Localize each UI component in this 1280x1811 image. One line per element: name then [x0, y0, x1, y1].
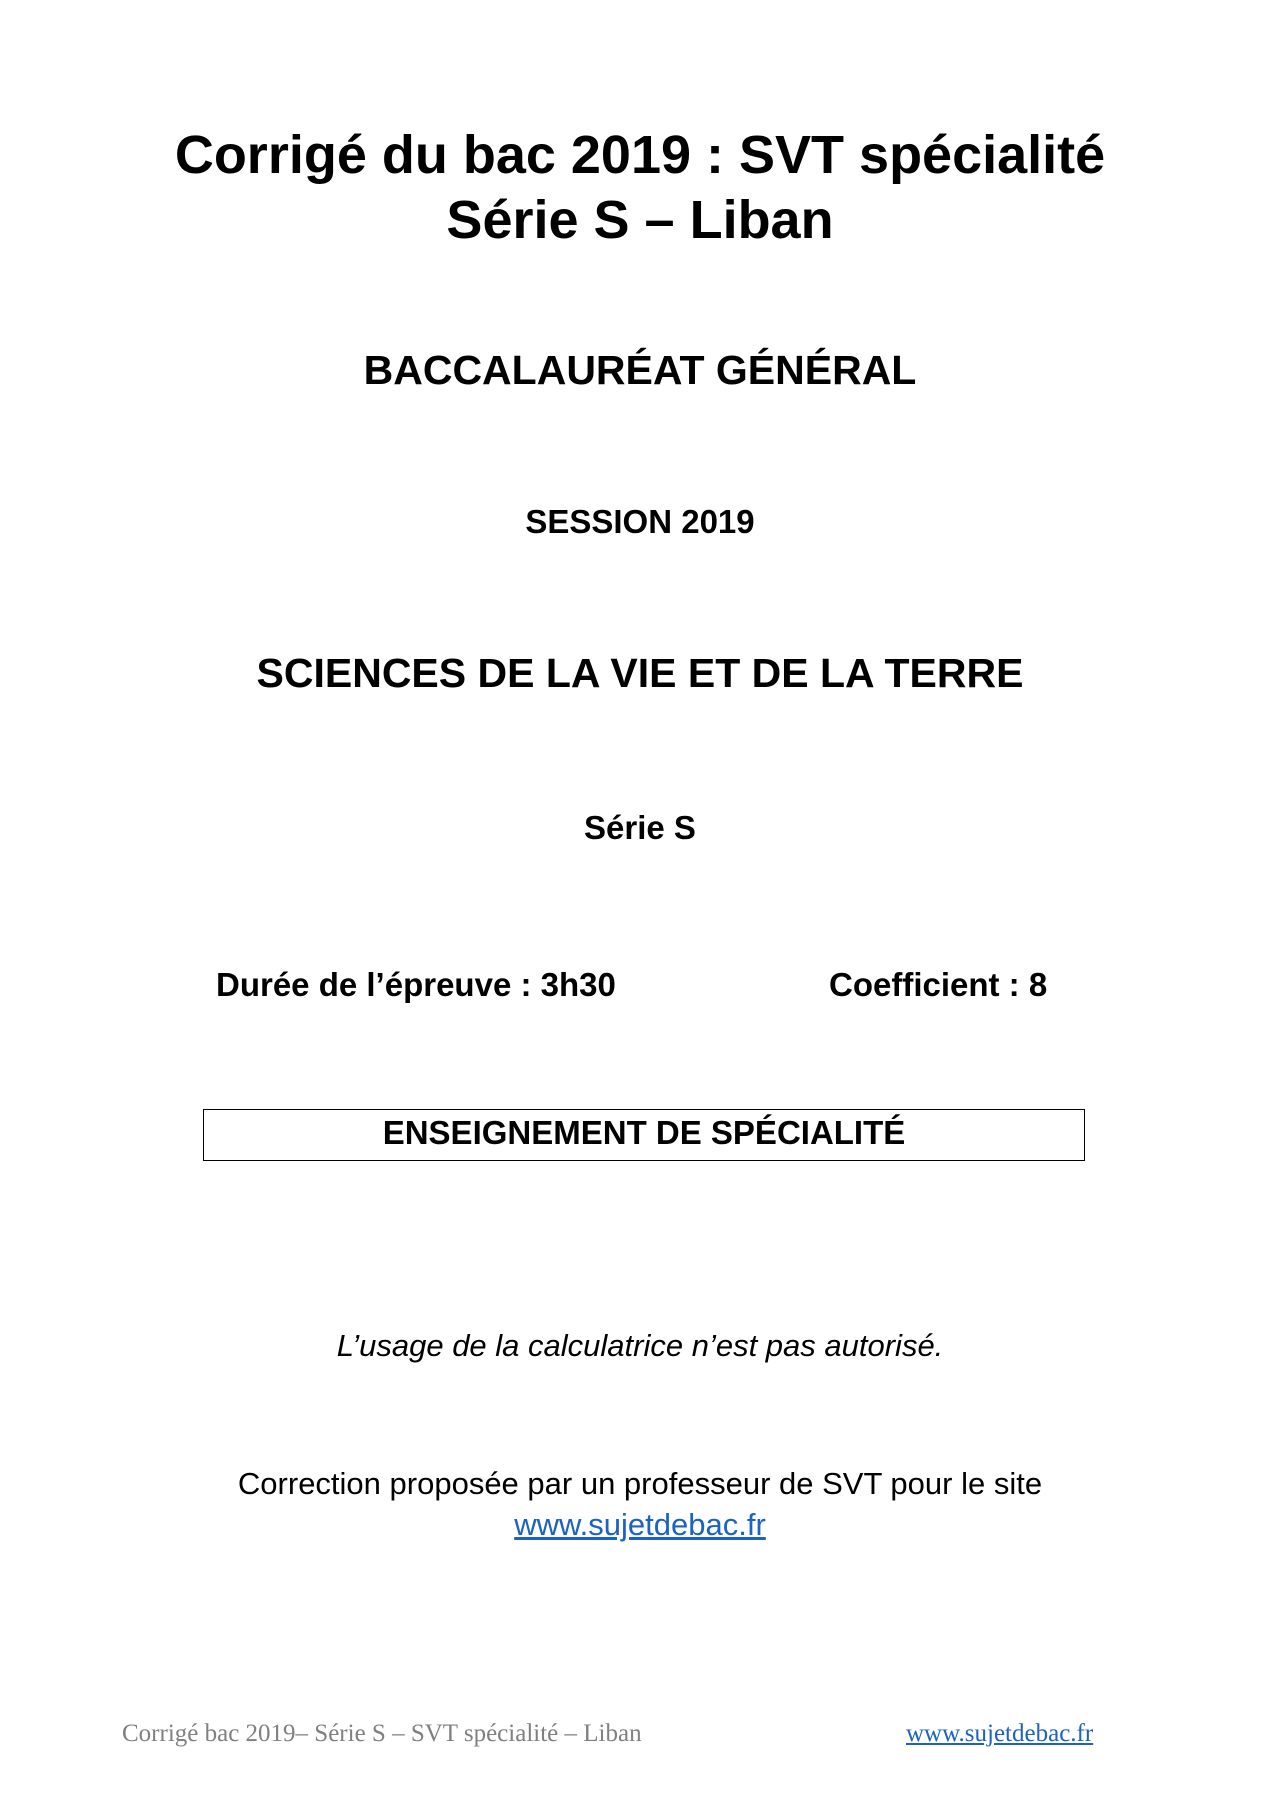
specialty-box: ENSEIGNEMENT DE SPÉCIALITÉ — [203, 1109, 1085, 1161]
exam-coefficient: Coefficient : 8 — [829, 966, 1048, 1003]
document-title-line-2: Série S – Liban — [446, 190, 834, 250]
series-label: Série S — [584, 809, 696, 846]
subject-label: SCIENCES DE LA VIE ET DE LA TERRE — [256, 650, 1024, 696]
calculator-notice: L’usage de la calculatrice n’est pas autorisé. — [336, 1328, 944, 1363]
correction-credit: Correction proposée par un professeur de SVT pour le site — [237, 1466, 1043, 1501]
footer-text: Corrigé bac 2019– Série S – SVT spécialité – Liban — [122, 1720, 642, 1747]
footer-site-link[interactable]: www.sujetdebac.fr — [906, 1720, 1094, 1747]
site-link[interactable]: www.sujetdebac.fr — [514, 1507, 766, 1542]
site-link-container — [0, 1505, 1280, 1545]
exam-heading: BACCALAURÉAT GÉNÉRAL — [363, 347, 917, 393]
document-title-line-1: Corrigé du bac 2019 : SVT spécialité — [174, 125, 1106, 185]
session-label: SESSION 2019 — [525, 503, 755, 540]
footer-link-container — [906, 1718, 1093, 1750]
exam-duration: Durée de l’épreuve : 3h30 — [216, 966, 616, 1003]
